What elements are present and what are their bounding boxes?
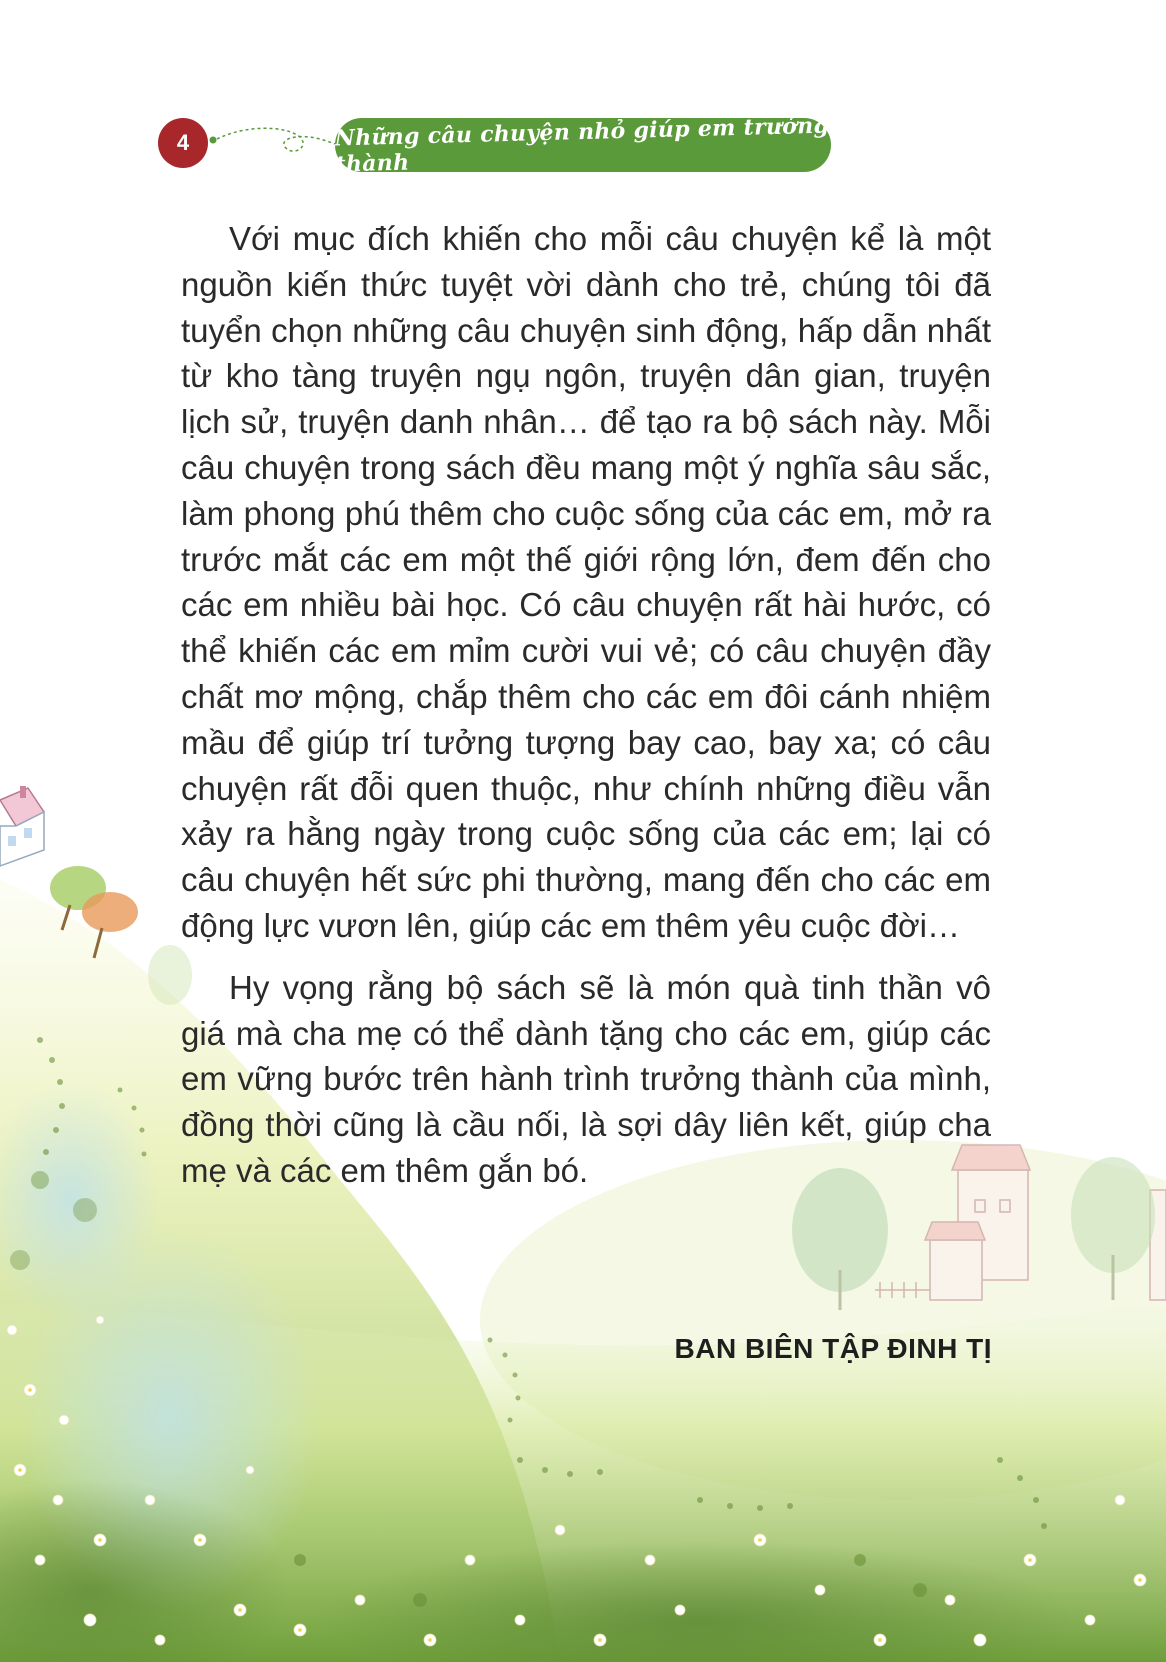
paragraph: Với mục đích khiến cho mỗi câu chuyện kể là một nguồn kiến thức tuyệt vời dành cho trẻ, chúng tôi đã tuyển chọn những câu chuyện sinh động, hấp dẫn nhất từ kho tàng truyện ngụ ngôn, truyện dân gian, truyện lịch sử, truyện danh nhân… để tạo ra bộ sách này. Mỗi câu chuyện trong sách đều mang một ý nghĩa sâu sắc, làm phong phú thêm cho cuộc sống của các em, mở ra trước mắt các em một thế giới rộng lớn, đem đến cho các em nhiều bài học. Có câu chuyện rất hài hước, có thể khiến các em mỉm cười vui vẻ; có câu chuyện đầy chất mơ mộng, chắp thêm cho các em đôi cánh nhiệm mầu để giúp trí tưởng tượng bay cao, bay xa; có câu chuyện rất đỗi quen thuộc, như chính những điều vẫn xảy ra hằng ngày trong cuộc sống của các em; lại có câu chuyện hết sức phi thường, mang đến cho các em động lực vươn lên, giúp các em thêm yêu cuộc đời… [181,220,991,944]
page-number-badge [158,118,208,168]
series-title: Những câu chuyện nhỏ giúp em trưởng thành [334,112,830,178]
signature: BAN BIÊN TẬP ĐINH TỊ [674,1333,992,1364]
page-number: 4 [176,130,190,155]
hillside-house-icon [0,786,44,866]
dotted-swirl-icon [205,115,345,175]
body-text [181,216,991,1194]
paragraph: Hy vọng rằng bộ sách sẽ là món quà tinh thần vô giá mà cha mẹ có thể dành tặng cho các em, giúp các em vững bước trên hành trình trưởng thành của mình, đồng thời cũng là cầu nối, là sợi dây liên kết, giúp cha mẹ và các em thêm gắn bó. [181,968,991,1189]
